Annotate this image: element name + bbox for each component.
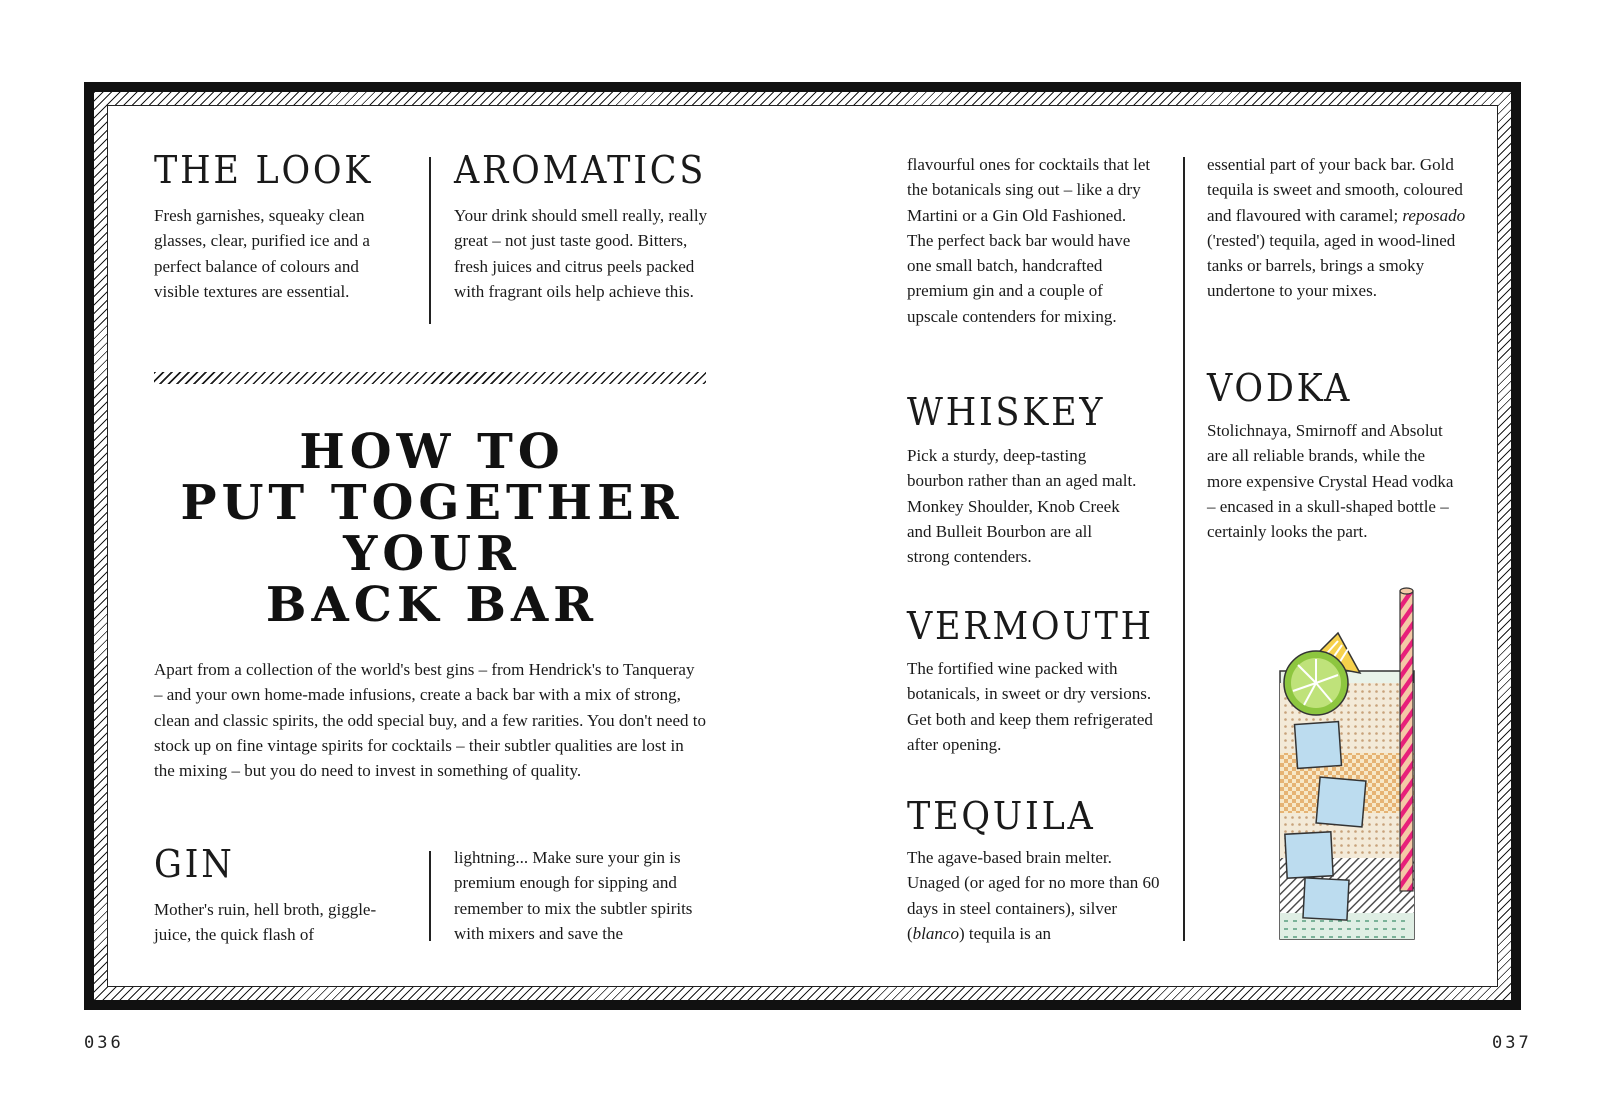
section-body-the-look: Fresh garnishes, squeaky clean glasses, clear, purified ice and a perfect balance of colours and visible textures are essential. (154, 206, 370, 301)
section-heading-vermouth: VERMOUTH (907, 604, 1154, 648)
section-heading-tequila: TEQUILA (907, 794, 1096, 838)
main-heading-line: BACK BAR (265, 577, 599, 633)
main-heading-line: YOUR (343, 526, 521, 582)
page-number-left: 036 (84, 1033, 124, 1053)
section-body-gin-part1: Mother's ruin, hell broth, giggle-juice, the quick flash of (154, 900, 377, 945)
section-heading-aromatics: AROMATICS (454, 148, 707, 192)
section-body-aromatics: Your drink should smell really, really great – not just taste good. Bitters, fresh juices and citrus peels packed with fragrant oils help achieve this. (454, 206, 708, 301)
section-heading-the-look: THE LOOK (154, 148, 374, 192)
section-body-tequila-part1: The agave-based brain melter. Unaged (or aged for no more than 60 days in steel containers), silver (blanco) tequila is an (907, 848, 1160, 943)
cocktail-glass-icon (1268, 583, 1430, 945)
intro-paragraph: Apart from a collection of the world's best gins – from Hendrick's to Tanqueray – and your own home-made infusions, create a back bar with a mix of strong, clean and classic spirits, the odd special buy, and a few rarities. You don't need to stock up on fine vintage spirits for cocktails – their subtler qualities are lost in the mixing – but you do need to invest in something of quality. (154, 660, 706, 781)
section-heading-vodka: VODKA (1207, 366, 1353, 410)
section-body-vodka: Stolichnaya, Smirnoff and Absolut are all reliable brands, while the more expensive Crystal Head vodka – encased in a skull-shaped bottle – certainly looks the part. (1207, 421, 1454, 542)
hatched-divider (154, 372, 706, 384)
main-heading (140, 424, 724, 633)
main-heading-line: PUT TOGETHER (180, 475, 684, 531)
page-number-right: 037 (1492, 1033, 1532, 1053)
section-body-gin-part3: flavourful ones for cocktails that let the botanicals sing out – like a dry Martini or a Gin Old Fashioned. The perfect back bar would have one small batch, handcrafted premium gin and a couple of upscale contenders for mixing. (907, 155, 1151, 326)
column-divider (429, 157, 431, 324)
column-divider (429, 851, 431, 941)
section-body-vermouth: The fortified wine packed with botanicals, in sweet or dry versions. Get both and keep them refrigerated after opening. (907, 659, 1153, 754)
section-heading-whiskey: WHISKEY (907, 390, 1106, 434)
section-body-whiskey: Pick a sturdy, deep-tasting bourbon rather than an aged malt. Monkey Shoulder, Knob Creek and Bulleit Bourbon are all strong contenders. (907, 446, 1137, 567)
column-divider (1183, 157, 1185, 941)
main-heading-line: HOW TO (299, 424, 565, 480)
section-heading-gin: GIN (154, 842, 235, 886)
section-body-gin-part2: lightning... Make sure your gin is premium enough for sipping and remember to mix the subtler spirits with mixers and save the (454, 848, 693, 943)
section-body-tequila-part2: essential part of your back bar. Gold tequila is sweet and smooth, coloured and flavoured with caramel; reposado ('rested') tequila, aged in wood-lined tanks or barrels, brings a smoky undertone to your mixes. (1207, 155, 1466, 301)
